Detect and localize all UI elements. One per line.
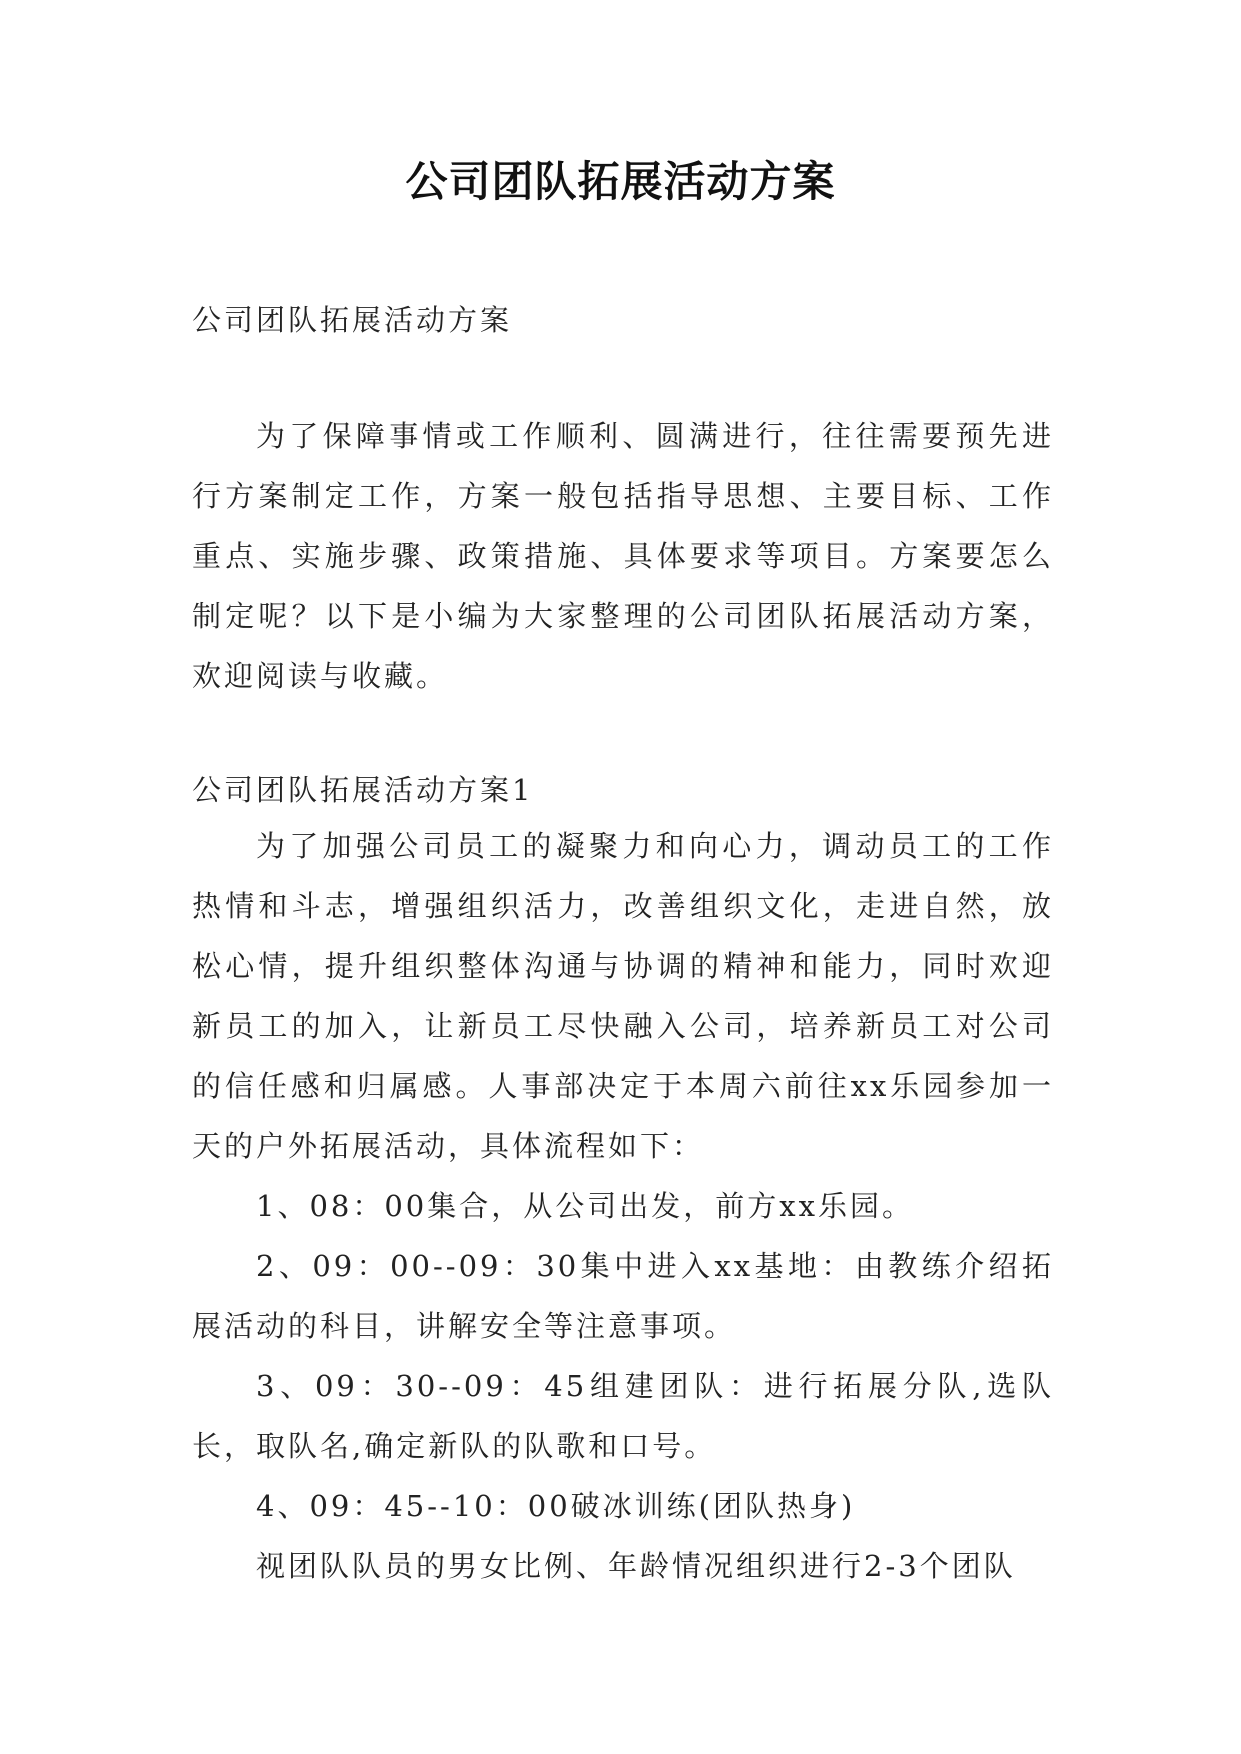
intro-section xyxy=(192,406,1054,706)
trailing-paragraph: 视团队队员的男女比例、年龄情况组织进行2-3个团队 xyxy=(256,1549,1016,1583)
document-subtitle: 公司团队拓展活动方案 xyxy=(192,303,513,337)
section-intro-paragraph: 为了加强公司员工的凝聚力和向心力，调动员工的工作热情和斗志，增强组织活力，改善组织文化，走进自然，放松心情，提升组织整体沟通与协调的精神和能力，同时欢迎新员工的加入，让新员工尽快融入公司，培养新员工对公司的信任感和归属感。人事部决定于本周六前往xx乐园参加一天的户外拓展活动，具体流程如下： xyxy=(192,829,1054,1163)
step-item: 2、09：00--09：30集中进入xx基地：由教练介绍拓展活动的科目，讲解安全等注意事项。 xyxy=(192,1249,1054,1343)
step-item: 3、09：30--09：45组建团队：进行拓展分队,选队长，取队名,确定新队的队歌和口号。 xyxy=(192,1369,1054,1463)
step-item: 4、09：45--10：00破冰训练(团队热身) xyxy=(256,1489,856,1523)
step-item: 1、08：00集合，从公司出发，前方xx乐园。 xyxy=(256,1189,914,1223)
intro-paragraph: 为了保障事情或工作顺利、圆满进行，往往需要预先进行方案制定工作，方案一般包括指导思想、主要目标、工作重点、实施步骤、政策措施、具体要求等项目。方案要怎么制定呢？以下是小编为大家整理的公司团队拓展活动方案，欢迎阅读与收藏。 xyxy=(192,419,1054,693)
section-title: 公司团队拓展活动方案1 xyxy=(192,773,534,807)
section-body xyxy=(192,816,1054,1596)
document-title: 公司团队拓展活动方案 xyxy=(405,157,836,206)
